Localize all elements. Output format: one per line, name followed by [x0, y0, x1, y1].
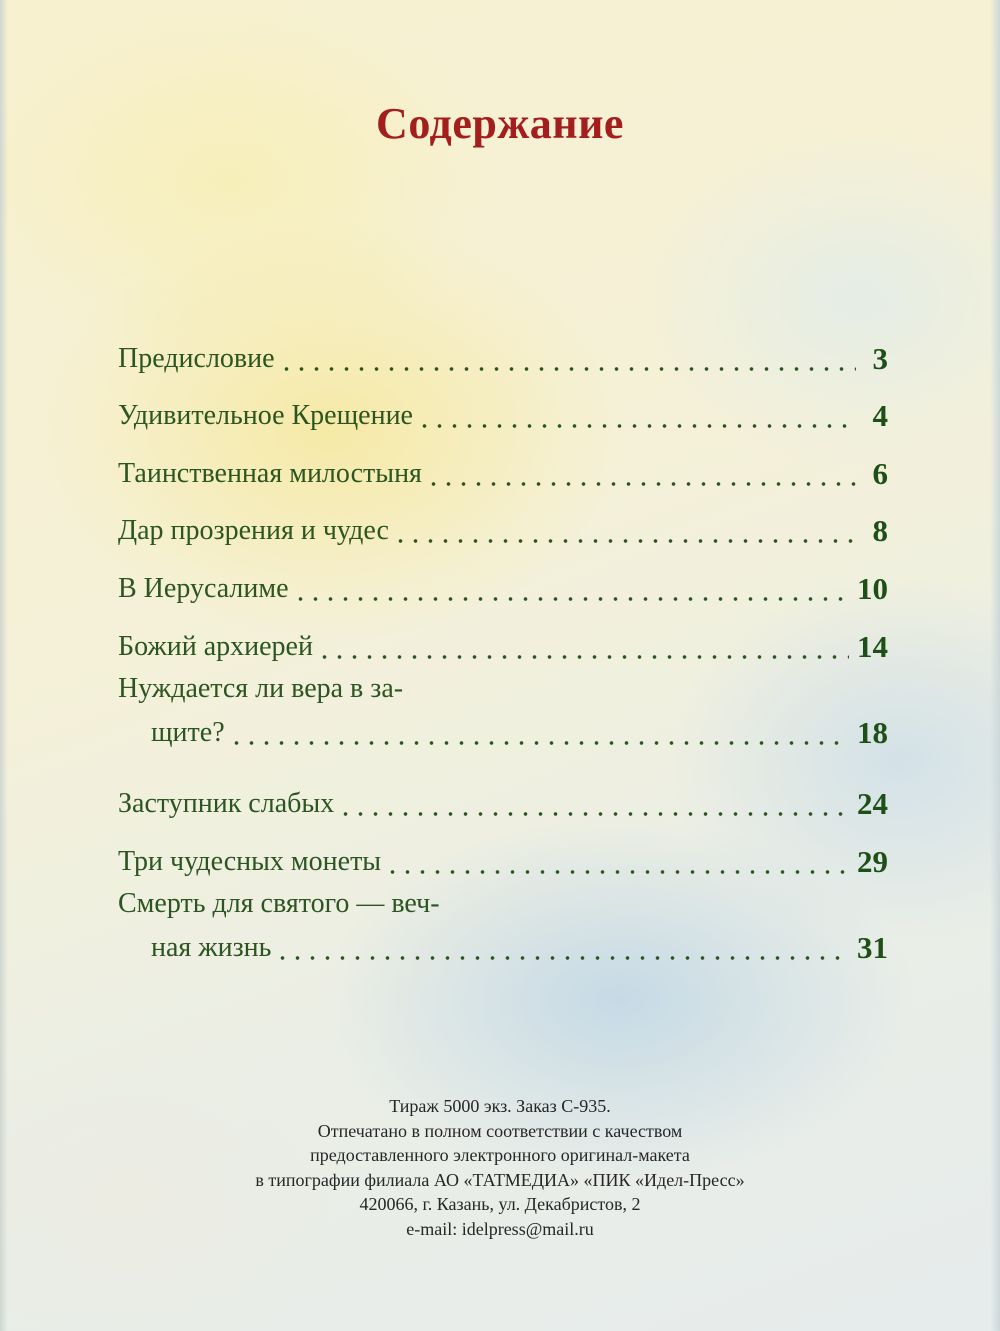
toc-entry-page: 24 [857, 786, 888, 822]
leader-dots [275, 931, 849, 965]
toc-entry-title: В Иерусалиме [118, 572, 289, 604]
toc-entry-title-line1: Нуждается ли вера в за- [118, 672, 404, 704]
imprint-email[interactable]: e-mail: idelpress@mail.ru [406, 1218, 594, 1239]
toc-entry-title-line2: щите? [151, 716, 225, 748]
toc-entry-page: 10 [857, 570, 888, 606]
toc-entry-coins[interactable] [118, 821, 888, 879]
page-title: Содержание [376, 99, 624, 148]
toc-entry-title-line1: Смерть для святого — веч- [118, 887, 440, 919]
toc-entry-defender[interactable] [118, 764, 888, 822]
leader-dots [293, 572, 849, 606]
toc-entry-bishop[interactable] [118, 606, 888, 664]
imprint-address: 420066, г. Казань, ул. Декабристов, 2 [359, 1194, 641, 1214]
leader-dots [385, 845, 849, 879]
leader-dots [317, 630, 849, 664]
toc-entry-title: Божий архиерей [118, 630, 313, 662]
leader-dots [279, 342, 856, 376]
imprint-line-2: предоставленного электронного оригинал-макета [310, 1145, 690, 1165]
toc-entry-title: Предисловие [118, 342, 275, 374]
toc-entry-faith[interactable] [118, 672, 888, 750]
toc-entry-title-line2: ная жизнь [151, 931, 272, 963]
toc-entry-page: 3 [872, 340, 888, 376]
imprint-run: Тираж 5000 экз. Заказ С-935. [389, 1096, 611, 1116]
toc-entry-page: 6 [872, 455, 888, 491]
toc-entry-title: Три чудесных монеты [118, 845, 382, 877]
imprint-line-3: в типографии филиала АО «ТАТМЕДИА» «ПИК «Идел-Пресс» [255, 1169, 745, 1190]
toc-entry-title: Удивительное Крещение [118, 400, 413, 432]
toc-entry-page: 31 [857, 929, 888, 965]
leader-dots [393, 514, 856, 548]
toc-entry-gift[interactable] [118, 491, 888, 549]
toc-entry-second-line [118, 706, 888, 750]
toc-entry-alms[interactable] [118, 433, 888, 491]
toc-entry-page: 18 [857, 714, 888, 750]
toc-entry-page: 8 [872, 513, 888, 549]
toc-entry-title: Заступник слабых [118, 788, 335, 820]
leader-dots [426, 457, 856, 491]
toc-entry-death[interactable] [118, 887, 888, 965]
toc-entry-page: 4 [872, 398, 888, 434]
table-of-contents [118, 318, 888, 979]
imprint-line-1: Отпечатано в полном соответствии с качеством [317, 1120, 683, 1141]
toc-entry-foreword[interactable] [118, 318, 888, 376]
toc-entry-page: 14 [857, 628, 888, 664]
toc-entry-second-line [118, 921, 888, 965]
leader-dots [338, 787, 849, 821]
imprint [0, 1094, 1000, 1241]
leader-dots [229, 716, 849, 750]
toc-entry-page: 29 [857, 843, 888, 879]
toc-entry-title: Дар прозрения и чудес [118, 515, 389, 547]
leader-dots [417, 399, 856, 433]
toc-entry-title: Таинственная милостыня [118, 457, 422, 489]
toc-entry-baptism[interactable] [118, 376, 888, 434]
toc-entry-jerusalem[interactable] [118, 548, 888, 606]
